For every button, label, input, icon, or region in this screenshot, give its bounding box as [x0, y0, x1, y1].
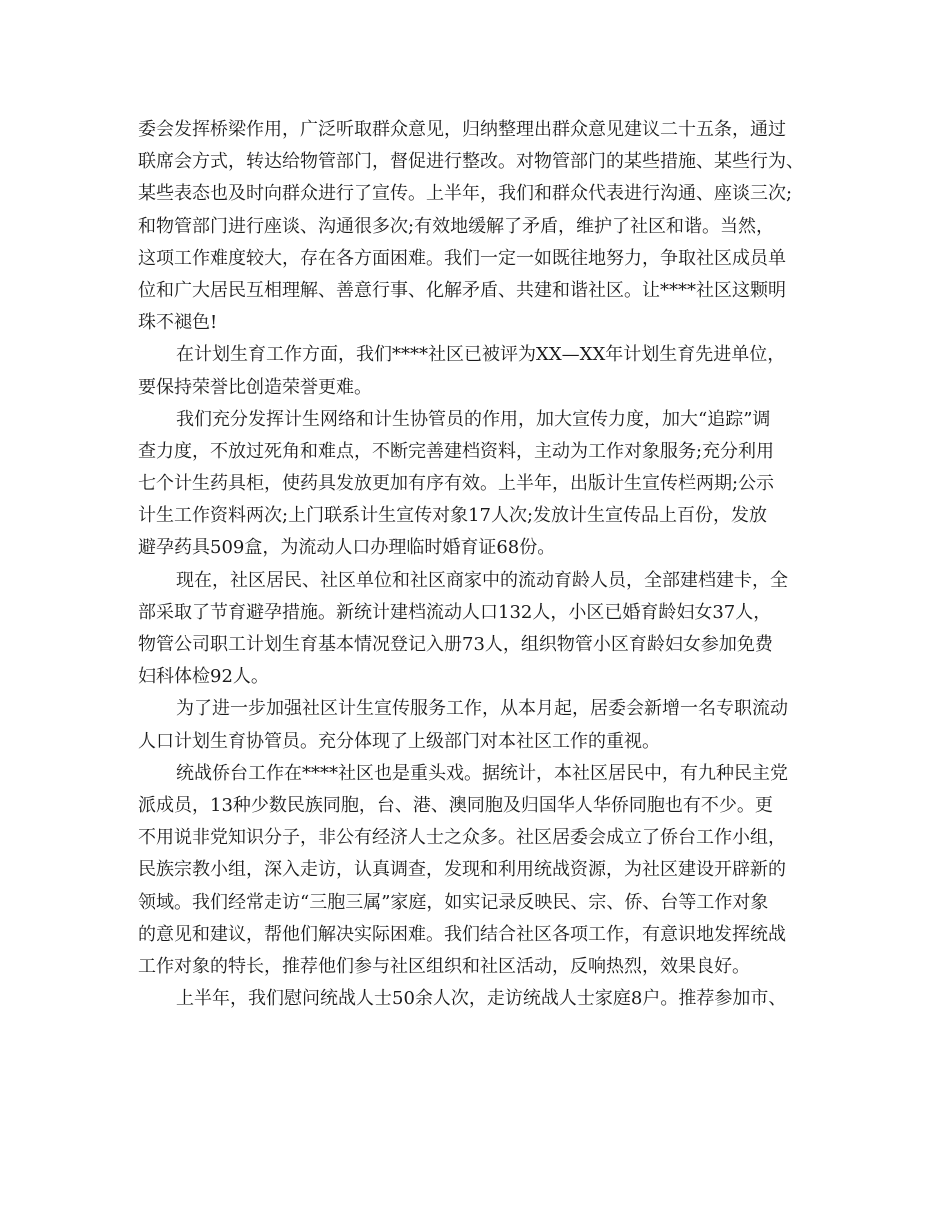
paragraph-first-line: 我们充分发挥计生网络和计生协管员的作用，加大宣传力度，加大“追踪”调 — [176, 408, 771, 430]
text-line: 领域。我们经常走访“三胞三属”家庭，如实记录反映民、宗、侨、台等工作对象 — [138, 891, 769, 913]
text-line: 部采取了节育避孕措施。新统计建档流动人口132人，小区已婚育龄妇女37人， — [138, 601, 772, 623]
text-line: 人口计划生育协管员。充分体现了上级部门对本社区工作的重视。 — [138, 730, 660, 752]
text-line: 的意见和建议，帮他们解决实际困难。我们结合社区各项工作，有意识地发挥统战 — [138, 923, 786, 945]
text-line: 物管公司职工计划生育基本情况登记入册73人，组织物管小区育龄妇女参加免费 — [138, 634, 773, 655]
text-line: 民族宗教小组，深入走访，认真调查，发现和利用统战资源，为社区建设开辟新的 — [138, 859, 786, 881]
text-line: 某些表态也及时向群众进行了宣传。上半年，我们和群众代表进行沟通、座谈三次; — [138, 183, 793, 205]
document-body — [138, 114, 818, 1015]
text-line: 派成员，13种少数民族同胞，台、港、澳同胞及归国华人华侨同胞也有不少。更 — [138, 794, 773, 816]
paragraph-first-line: 为了进一步加强社区计生宣传服务工作，从本月起，居委会新增一名专职流动 — [176, 698, 788, 720]
paragraph-first-line: 上半年，我们慰问统战人士50余人次，走访统战人士家庭8户。推荐参加市、 — [176, 988, 787, 1010]
paragraph-first-line: 在计划生育工作方面，我们****社区已被评为XX—XX年计划生育先进单位， — [176, 344, 786, 366]
text-line: 计生工作资料两次;上门联系计生宣传对象17人次;发放计生宣传品上百份，发放 — [138, 505, 768, 527]
text-line: 这项工作难度较大，存在各方面困难。我们一定一如既往地努力，争取社区成员单 — [138, 247, 786, 269]
text-line: 工作对象的特长，推荐他们参与社区组织和社区活动，反响热烈，效果良好。 — [138, 955, 750, 977]
text-line: 联席会方式，转达给物管部门，督促进行整改。对物管部门的某些措施、某些行为、 — [138, 151, 804, 173]
text-line: 位和广大居民互相理解、善意行事、化解矛盾、共建和谐社区。让****社区这颗明 — [138, 279, 786, 301]
text-line: 珠不褪色! — [138, 312, 218, 334]
text-line: 委会发挥桥梁作用，广泛听取群众意见，归纳整理出群众意见建议二十五条，通过 — [138, 119, 786, 140]
text-line: 妇科体检92人。 — [138, 666, 269, 688]
text-line: 查力度，不放过死角和难点，不断完善建档资料，主动为工作对象服务;充分利用 — [138, 440, 775, 462]
paragraph-first-line: 现在，社区居民、社区单位和社区商家中的流动育龄人员，全部建档建卡，全 — [176, 569, 788, 591]
text-line: 七个计生药具柜，使药具发放更加有序有效。上半年，出版计生宣传栏两期;公示 — [138, 473, 775, 495]
paragraph-first-line: 统战侨台工作在****社区也是重头戏。据统计，本社区居民中，有九种民主党 — [176, 762, 788, 784]
text-line: 要保持荣誉比创造荣誉更难。 — [138, 376, 372, 398]
text-line: 和物管部门进行座谈、沟通很多次;有效地缓解了矛盾，维护了社区和谐。当然， — [138, 215, 775, 237]
text-line: 不用说非党知识分子，非公有经济人士之众多。社区居委会成立了侨台工作小组， — [138, 827, 786, 849]
text-line: 避孕药具509盒，为流动人口办理临时婚育证68份。 — [138, 537, 556, 559]
